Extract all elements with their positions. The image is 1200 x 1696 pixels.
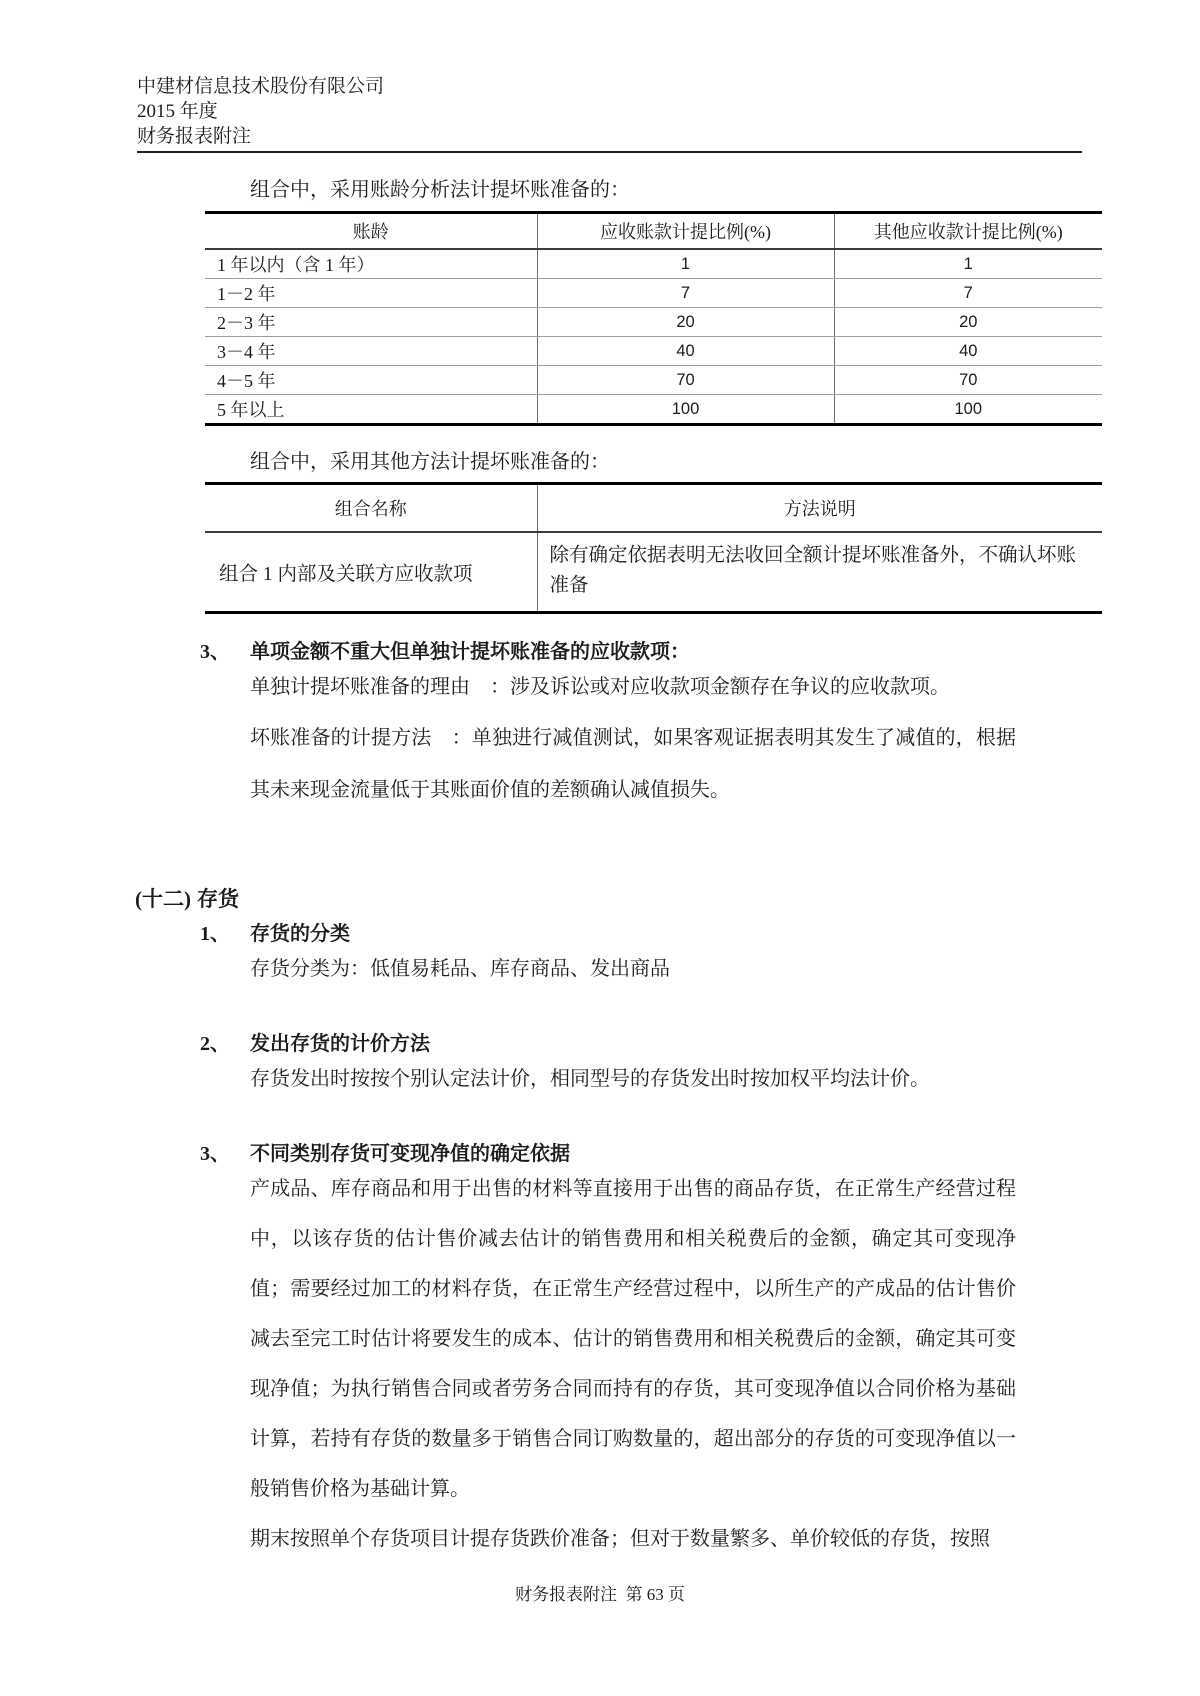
section12-heading — [135, 884, 239, 914]
inventory-item1-title: 存货的分类 — [250, 923, 350, 945]
inventory-item2-number: 2、 — [200, 1033, 230, 1055]
inventory-item1-body: 存货分类为：低值易耗品、库存商品、发出商品 — [250, 958, 670, 980]
doc-title: 财务报表附注 — [137, 126, 252, 147]
section12-number: (十二) — [135, 887, 191, 911]
inventory-item3-title: 不同类别存货可变现净值的确定依据 — [250, 1143, 570, 1165]
aging-cell-age: 2－3 年 — [205, 308, 537, 337]
aging-table-row — [205, 249, 1102, 279]
item3-method-paragraph: 坏账准备的计提方法 ：单独进行减值测试，如果客观证据表明其发生了减值的，根据其未来现金流量低于其账面价值的差额确认减值损失。 — [250, 727, 1016, 801]
other-method-cell-desc: 除有确定依据表明无法收回全额计提坏账准备外，不确认坏账准备 — [537, 532, 1102, 613]
aging-table-intro: 组合中，采用账龄分析法计提坏账准备的： — [250, 179, 630, 201]
aging-cell-age: 1 年以内（含 1 年） — [205, 249, 537, 279]
other-method-intro: 组合中，采用其他方法计提坏账准备的： — [250, 451, 610, 473]
aging-cell-other-ratio: 70 — [834, 366, 1102, 395]
aging-cell-ar-ratio: 1 — [537, 249, 834, 279]
fiscal-year: 2015 年度 — [137, 101, 218, 122]
aging-cell-age: 3－4 年 — [205, 337, 537, 366]
aging-header-ar-ratio: 应收账款计提比例(%) — [537, 213, 834, 250]
aging-analysis-table — [205, 211, 1102, 426]
other-method-header-name: 组合名称 — [205, 484, 537, 533]
aging-table-row — [205, 366, 1102, 395]
aging-cell-other-ratio: 100 — [834, 395, 1102, 425]
aging-cell-other-ratio: 7 — [834, 279, 1102, 308]
aging-cell-ar-ratio: 40 — [537, 337, 834, 366]
aging-cell-age: 5 年以上 — [205, 395, 537, 425]
aging-header-other-ratio: 其他应收款计提比例(%) — [834, 213, 1102, 250]
inventory-item1-number: 1、 — [200, 923, 230, 945]
aging-cell-age: 1－2 年 — [205, 279, 537, 308]
inventory-item2-title: 发出存货的计价方法 — [250, 1033, 430, 1055]
aging-cell-ar-ratio: 20 — [537, 308, 834, 337]
page-footer: 财务报表附注 第 63 页 — [515, 1585, 685, 1604]
aging-table-row — [205, 279, 1102, 308]
aging-header-age: 账龄 — [205, 213, 537, 250]
section12-title: 存货 — [197, 887, 239, 911]
aging-cell-ar-ratio: 7 — [537, 279, 834, 308]
aging-cell-age: 4－5 年 — [205, 366, 537, 395]
other-method-cell-name: 组合 1 内部及关联方应收款项 — [219, 564, 473, 585]
inventory-item3-body-continued: 期末按照单个存货项目计提存货跌价准备；但对于数量繁多、单价较低的存货，按照 — [250, 1528, 990, 1550]
aging-table-header-row — [205, 213, 1102, 250]
aging-cell-other-ratio: 40 — [834, 337, 1102, 366]
header-rule — [137, 151, 1082, 153]
other-method-table — [205, 482, 1102, 614]
item3-title: 单项金额不重大但单独计提坏账准备的应收款项： — [250, 641, 690, 663]
inventory-item2-body: 存货发出时按按个别认定法计价，相同型号的存货发出时按加权平均法计价。 — [250, 1068, 930, 1090]
document-header — [137, 74, 384, 149]
aging-cell-other-ratio: 1 — [834, 249, 1102, 279]
inventory-item3-number: 3、 — [200, 1143, 230, 1165]
aging-cell-ar-ratio: 100 — [537, 395, 834, 425]
item3-number: 3、 — [200, 641, 230, 663]
aging-table-row — [205, 395, 1102, 425]
inventory-item3-body: 产成品、库存商品和用于出售的材料等直接用于出售的商品存货，在正常生产经营过程中，以该存货的估计售价减去估计的销售费用和相关税费后的金额，确定其可变现净值；需要经过加工的材料存货，在正常生产经营过程中，以所生产的产成品的估计售价减去至完工时估计将要发生的成本、估计的销售费用和相关税费后的金额，确定其可变现净值；为执行销售合同或者劳务合同而持有的存货，其可变现净值以合同价格为基础计算，若持有存货的数量多于销售合同订购数量的，超出部分的存货的可变现净值以一般销售价格为基础计算。 — [250, 1178, 1016, 1500]
aging-cell-other-ratio: 20 — [834, 308, 1102, 337]
aging-table-row — [205, 337, 1102, 366]
aging-table-row — [205, 308, 1102, 337]
aging-cell-ar-ratio: 70 — [537, 366, 834, 395]
company-name: 中建材信息技术股份有限公司 — [137, 76, 385, 97]
other-method-header-desc: 方法说明 — [537, 484, 1102, 533]
other-method-row — [205, 532, 1102, 613]
item3-reason-paragraph: 单独计提坏账准备的理由 ：涉及诉讼或对应收款项金额存在争议的应收款项。 — [250, 676, 950, 698]
other-method-header-row — [205, 484, 1102, 533]
